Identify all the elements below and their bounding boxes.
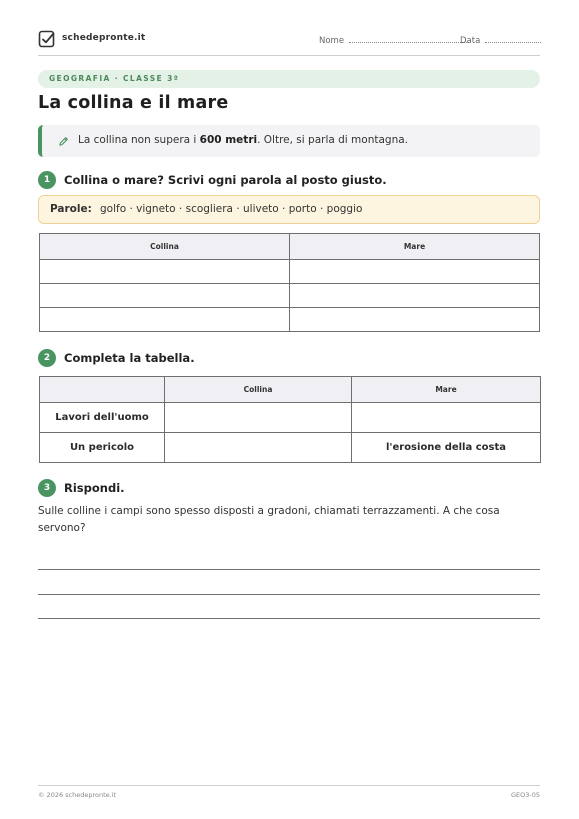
exercise-2-number: 2	[38, 349, 56, 367]
answer-line[interactable]	[38, 569, 540, 570]
answer-cell[interactable]	[40, 260, 290, 284]
exercise-1-number: 1	[38, 171, 56, 189]
tip-text-after: . Oltre, si parla di montagna.	[257, 134, 409, 146]
answer-line[interactable]	[38, 618, 540, 619]
subject-strip	[38, 70, 540, 88]
tip-text-bold: 600 metri	[199, 134, 258, 146]
page-footer	[38, 785, 540, 799]
row-header-lavori: Lavori dell'uomo	[40, 403, 165, 433]
answer-cell[interactable]	[352, 403, 541, 433]
answer-cell[interactable]	[290, 308, 540, 332]
tip-box	[38, 125, 540, 157]
exercise-2-title: Completa la tabella.	[64, 351, 195, 365]
exercise-3-title: Rispondi.	[64, 481, 125, 495]
answer-cell[interactable]	[165, 403, 352, 433]
tip-text	[78, 134, 408, 146]
tip-text-before: La collina non supera i	[78, 134, 200, 146]
exercise-1-title: Collina o mare? Scrivi ogni parola al posto giusto.	[64, 173, 387, 187]
name-field[interactable]	[319, 35, 469, 46]
example-answer-cell: l'erosione della costa	[352, 433, 541, 463]
subject-label: GEOGRAFIA · CLASSE 3ª	[49, 74, 180, 83]
table-row	[40, 433, 541, 463]
answer-cell[interactable]	[165, 433, 352, 463]
date-label: Data	[460, 36, 481, 46]
row-header-pericolo: Un pericolo	[40, 433, 165, 463]
date-dotted-line	[485, 35, 541, 43]
table-row	[40, 260, 540, 284]
table-row	[40, 403, 541, 433]
table-row	[40, 308, 540, 332]
answer-cell[interactable]	[290, 284, 540, 308]
footer-copyright: © 2026 schedepronte.it	[38, 791, 117, 799]
answer-line[interactable]	[38, 594, 540, 595]
column-header-mare: Mare	[352, 377, 541, 403]
answer-cell[interactable]	[290, 260, 540, 284]
answer-cell[interactable]	[40, 284, 290, 308]
column-header-collina: Collina	[165, 377, 352, 403]
answer-cell[interactable]	[40, 308, 290, 332]
name-dotted-line	[349, 35, 469, 43]
word-bank	[38, 195, 540, 224]
word-bank-list: golfo · vigneto · scogliera · uliveto · porto · poggio	[100, 203, 363, 215]
question-text: Sulle colline i campi sono spesso disposti a gradoni, chiamati terrazzamenti. A che cosa servono?	[38, 505, 500, 534]
corner-header	[40, 377, 165, 403]
word-bank-label: Parole:	[50, 203, 92, 215]
page-title: La collina e il mare	[38, 93, 229, 113]
name-label: Nome	[319, 36, 345, 46]
date-field[interactable]	[460, 35, 541, 46]
brand-name: schedepronte.it	[62, 33, 146, 43]
checkbox-doc-icon	[38, 30, 56, 48]
table-row	[40, 284, 540, 308]
sort-table	[39, 233, 540, 332]
page-header	[38, 29, 540, 56]
comparison-table	[39, 376, 541, 463]
column-header-collina: Collina	[40, 234, 290, 260]
exercise-3-number: 3	[38, 479, 56, 497]
pencil-icon	[58, 136, 69, 147]
column-header-mare: Mare	[290, 234, 540, 260]
footer-code: GEO3-05	[510, 791, 540, 799]
